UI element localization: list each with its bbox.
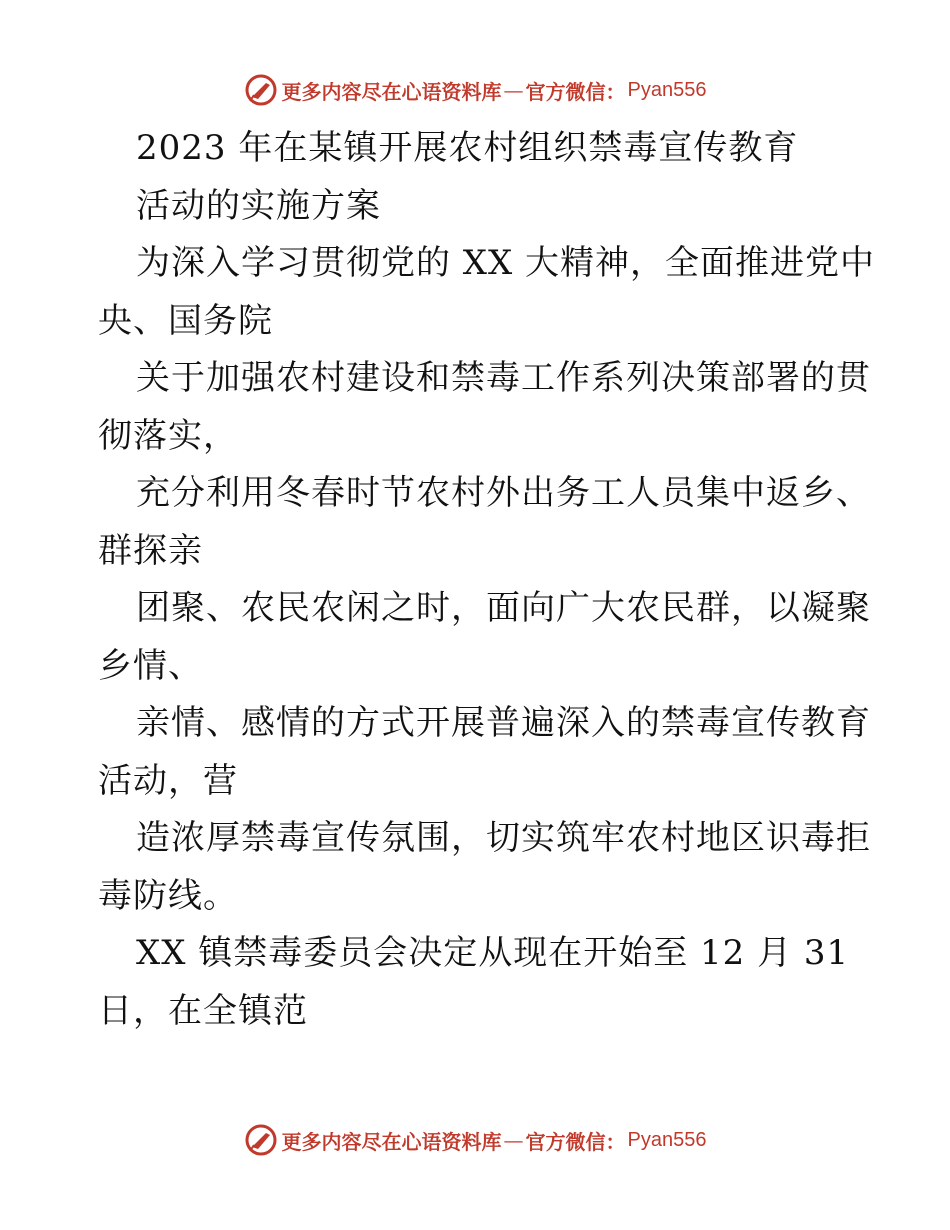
paragraph-line: 造浓厚禁毒宣传氛围，切实筑牢农村地区识毒拒 (136, 818, 871, 858)
document-body (98, 120, 876, 1040)
banner-wechat-label: 官方微信： (525, 79, 626, 104)
paragraph-line: 活动，营 (98, 760, 238, 801)
header-banner (0, 70, 950, 110)
paragraph-line: 团聚、农民农闲之时，面向广大农民群，以凝聚 (136, 588, 871, 628)
banner-wechat-label: 官方微信： (525, 1129, 626, 1154)
banner-main-text: 更多内容尽在心语资料库 (281, 1129, 502, 1154)
footer-banner (0, 1120, 950, 1160)
banner-dash: — (503, 78, 524, 102)
paragraph-line: 亲情、感情的方式开展普遍深入的禁毒宣传教育 (136, 703, 871, 743)
quill-logo-icon (244, 1123, 278, 1157)
paragraph-line: 充分利用冬春时节农村外出务工人员集中返乡、 (136, 473, 871, 513)
paragraph-line: 日，在全镇范 (98, 990, 308, 1031)
paragraph-line: 群探亲 (98, 530, 203, 571)
paragraph-line: XX 镇禁毒委员会决定从现在开始至 12 月 31 (136, 933, 850, 973)
title-line-2: 活动的实施方案 (136, 185, 381, 226)
banner-dash: — (503, 1128, 524, 1152)
banner-main-text: 更多内容尽在心语资料库 (281, 79, 502, 104)
title-line-1: 2023 年在某镇开展农村组织禁毒宣传教育 (136, 128, 799, 168)
paragraph-line: 彻落实， (98, 415, 238, 456)
paragraph-line: 为深入学习贯彻党的 XX 大精神，全面推进党中 (136, 243, 876, 283)
banner-wechat-id: Pyan556 (627, 78, 707, 101)
paragraph-line: 关于加强农村建设和禁毒工作系列决策部署的贯 (136, 358, 871, 398)
paragraph-line: 毒防线。 (98, 875, 238, 916)
paragraph-line: 央、国务院 (98, 300, 273, 341)
paragraph-line: 乡情、 (98, 645, 203, 686)
quill-logo-icon (244, 73, 278, 107)
banner-wechat-id: Pyan556 (627, 1128, 707, 1151)
